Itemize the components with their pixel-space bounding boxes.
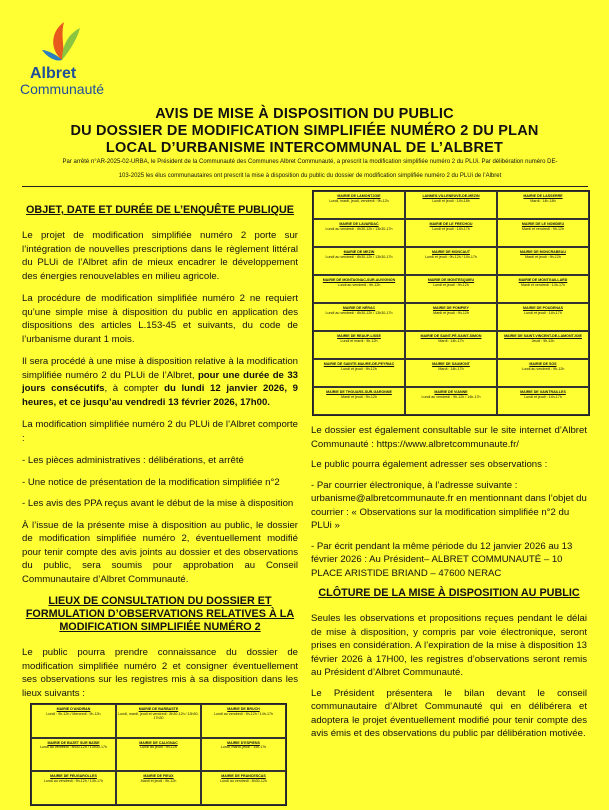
mairie-hours: Lundi et jeudi : 14h-18h [432,198,470,203]
mairie-name: MAIRIE DE THOUARS-SUR-GARONNE [326,390,392,394]
brand-name: Albret [30,65,77,82]
mairie-cell [497,191,589,219]
mairie-hours: Lundi au vendredi : 8h30-12h / 13h30-17h [325,310,393,315]
title-line-3: LOCAL D’URBANISME INTERCOMMUNAL DE L’ALBRET [105,140,504,156]
title-line-2: DU DOSSIER DE MODIFICATION SIMPLIFIÉE NUMÉRO 2 DU PLAN [70,123,539,139]
mairie-name: MAIRIE DE SAINT-PÉ-SAINT-SIMON [420,334,482,338]
mairie-name: MAIRIE DE MONCAUT [432,250,470,254]
mairie-hours: Mardi : 14h-17h [438,366,464,371]
brand-sub: Communauté [20,81,105,97]
mairie-cell [313,247,405,275]
paragraph-dates: Il sera procédé à une mise à disposition relative à la modification simplifiée numéro 2 du PLUi de l’Albret, pour une durée de 33 jours consécutifs, à compter du lundi 12 janvier 2026, 9 heures, et ce jusqu’au vendredi 13 février 2026, 17h00. [22,356,298,408]
title-line-1: AVIS DE MISE À DISPOSITION DU PUBLIC [155,106,454,122]
mairie-cell [313,387,405,415]
mairie-hours: Lundi au vendredi : 8h30-12h / 13h30-17h [325,254,393,259]
heading-lieux: LIEUX DE CONSULTATION DU DOSSIER ET FORMULATION D’OBSERVATIONS RELATIVES À LA MODIFICATION SIMPLIFIÉE NUMÉRO 2 [25,595,295,633]
mairie-cell [497,219,589,247]
paragraph: - Par courrier électronique, à l’adresse suivante : urbanisme@albretcommunaute.fr en mentionnant dans l’objet du courrier : « Observations sur la modification simplifiée n°2 du PLUi » [311,479,587,531]
mairie-hours: Lundi au vendredi : 8h30-12h [220,778,267,783]
mairie-cell [31,704,116,738]
mairie-table-top [312,190,590,416]
mairie-cell [313,303,405,331]
mairie-name: MAIRIE DE SAINT-VINCENT-DE-LAMONTJOIE [504,334,582,338]
mairie-name: MAIRIE DE POMPIEY [433,306,469,310]
intro-text: Par arrêté n°AR-2025-02-URBA, le Président de la Communauté des Communes Albret Communauté, a prescrit la modification simplifiée numéro 2 du PLUi. Par délibération numéro DE-103-2025 les élus communautaires ont prescrit la mise à disposition du public du dossier de modification simplifiée numéro 2 du PLUi de l’Albret [62,159,558,179]
mairie-name: MAIRIE DE LAVARDAC [339,222,379,226]
mairie-cell [313,275,405,303]
mairie-hours: Mardi et vendredi : 14h-17h [521,282,565,287]
mairie-name: MAIRIE DE MONCRABEAU [520,250,566,254]
mairie-hours: Mardi et jeudi : 9h-12h [341,394,377,399]
mairie-hours: Lundi et jeudi : 9h-12h [433,282,469,287]
mairie-hours: Mardi : 14h-18h [530,198,556,203]
heading-cloture: CLÔTURE DE LA MISE À DISPOSITION AU PUBLIC [318,587,580,599]
mairie-name: MAIRIE DE SAUMONT [432,362,470,366]
mairie-name: MAIRIE DE LE NOMDIEU [521,222,565,226]
mairie-cell [497,359,589,387]
mairie-name: MAIRIE DE FIEUX [143,774,174,779]
mairie-name: MAIRIE DE MONTGAILLARD [518,278,568,282]
mairie-name: MAIRIE DE REAUP-LISSE [337,334,381,338]
mairie-name: MAIRIE D’ANDIRAN [56,707,91,711]
mairie-name: MAIRIE DE BUZET SUR BAÏSE [47,740,100,745]
albret-logo [14,18,114,98]
mairie-cell [201,704,286,738]
paragraph: Le projet de modification simplifiée numéro 2 porte sur l’intégration de nouvelles prescriptions dans le règlement littéral du PLUi de l’Albret afin de mieux encadrer le développement des énergies renouvelables en milieu agricole. [22,230,298,282]
mairie-name: MAIRIE DE LE FRECHOU [429,222,473,226]
mairie-cell [497,247,589,275]
mairie-cell [201,738,286,772]
mairie-hours: Mardi et vendredi : 9h-12h [522,226,564,231]
leaf-icon [42,20,82,64]
mairie-name: MAIRIE DE CALIGNAC [139,740,178,745]
mairie-hours: Lundi au vendredi : 9h-12h / 14h-17h [44,778,103,783]
mairie-cell [497,331,589,359]
paragraph: Le Président présentera le bilan devant le conseil communautaire d’Albret Communauté qui en délibérera et adoptera le projet éventuellement modifié pour tenir compte des avis émis et des observations du public par délibération motivée. [311,687,587,739]
mairie-name: MAIRIE DE BRUCH [227,707,260,711]
mairie-cell [497,387,589,415]
mairie-name: MAIRIE D’ESPIENS [227,740,260,745]
mairie-hours: Lundi au vendredi : 9h-12h [521,366,565,371]
mairie-name: MAIRIE DE LASSERRE [523,194,563,198]
left-column [22,198,298,709]
mairie-hours: Lundi au vendredi : 8h30-12h / 13h30-17h [40,745,107,750]
mairie-cell [497,275,589,303]
paragraph: Le public pourra prendre connaissance du dossier de modification simplifiée numéro 2 et consigner éventuellement ses observations sur les registres mis à sa disposition dans les lieux suivants : [22,647,298,699]
mairie-name: MAIRIE DE FEUGAROLLES [50,774,97,779]
mairie-cell [405,191,497,219]
paragraph: Le public pourra également adresser ses observations : [311,459,548,470]
divider [22,186,588,187]
mairie-hours: Mardi et jeudi : 9h-12h [140,778,177,783]
mairie-hours: Lundi au vendredi : 9h-12h / 14h-17h [214,711,273,716]
paragraph: - Par écrit pendant la même période du 12 janvier 2026 au 13 février 2026 : Au Président– ALBRET COMMUNAUTÉ – 10 PLACE ARISTIDE BRIAND – 47600 NERAC [311,540,573,579]
mairie-hours: Lundi : 9h-12h / Mercredi : 9h-12h [46,711,101,716]
mairie-hours: Mardi : 14h-17h [438,338,464,343]
mairie-cell [116,771,201,805]
mairie-hours: Lundi et jeudi : 9h-12h [341,366,377,371]
mairie-name: MAIRIE DE BARBASTE [138,707,179,711]
mairie-cell [313,219,405,247]
mairie-cell [313,359,405,387]
mairie-hours: Mardi et jeudi : 9h-12h [433,310,469,315]
mairie-hours: Lundi au jeudi : 9h-12h [140,745,177,750]
mairie-name: MAIRIE DE NÉRAC [342,306,376,310]
mairie-hours: Lundi au vendredi : 9h-12h / 14h-17h [421,394,481,399]
mairie-hours: Lundi et jeudi : 14h-17h [524,394,562,399]
mairie-table-bottom [30,703,287,806]
mairie-cell [405,359,497,387]
mairie-hours: Lundi et mardi : 9h-12h [340,338,378,343]
mairie-name: MAIRIE DE SOS [529,362,557,366]
document-list [22,454,298,511]
mairie-cell [201,771,286,805]
mairie-hours: Lundi, mardi, jeudi, vendredi : 9h-12h [329,198,389,203]
mairie-hours: Lundi et jeudi : 14h-17h [524,310,562,315]
right-column [311,424,587,748]
mairie-cell [313,331,405,359]
paragraph: Seules les observations et propositions reçues pendant le délai de mise à disposition, y compris par voie électronique, seront prises en considération. A l’expiration de la mise à disposition 13 février 2026 à 17H00, les registres d’observations seront remis au Président d’Albret Communauté. [311,613,587,678]
heading-objet: OBJET, DATE ET DURÉE DE L’ENQUÊTE PUBLIQUE [26,204,294,216]
mairie-name: MAIRIE DE MEZIN [343,250,375,254]
mairie-cell [497,303,589,331]
mairie-hours: Lundi, mardi, jeudi et vendredi : 8h30-12h / 13h30-17h30 [118,711,199,720]
paragraph: La procédure de modification simplifiée numéro 2 ne requiert qu’une simple mise à disposition du public en application des dispositions des articles L.153-45 et suivants, du code de l’urbanisme durant 1 mois. [22,293,298,345]
list-item: - Une notice de présentation de la modification simplifiée n°2 [22,476,280,488]
paragraph: La modification simplifiée numéro 2 du PLUi de l’Albret comporte : [22,419,298,444]
mairie-cell [405,331,497,359]
mairie-cell [116,704,201,738]
mairie-name: MAIRIE DE LAMONTJOIE [337,194,381,198]
mairie-hours: Lundi au vendredi : 8h30-12h / 13h30-17h [325,226,393,231]
mairie-name: MAIRIE DE MONTESQUIEU [427,278,475,282]
page-title [0,106,609,157]
mairie-name: MAIRIE DE VIANNE [434,390,468,394]
list-item: - Les avis des PPA reçus avant le début de la mise à disposition [22,498,294,509]
list-item: - Les pièces administratives : délibérations, et arrêté [22,455,244,466]
paragraph: Le dossier est également consultable sur le site internet d’Albret Communauté : https://www.albretcommunaute.fr/ [311,425,587,450]
mairie-name: MAIRIE DE POUDENAS [523,306,563,310]
mairie-name: MAIRIE DE XAINTRAILLES [520,390,566,394]
paragraph: À l’issue de la présente mise à disposition au public, le dossier de modification simplifiée numéro 2, éventuellement modifié pour tenir compte des avis joints au dossier et des observations du public, sera soumis pour approbation au Conseil Communautaire d’Albret Communauté. [22,519,298,585]
mairie-name: LANNES-VILLENEUVE-DE-MEZIN [422,194,480,198]
mairie-hours: Jeudi : 9h-12h [531,338,555,343]
mairie-cell [405,275,497,303]
mairie-cell [313,191,405,219]
mairie-cell [405,387,497,415]
mairie-cell [405,247,497,275]
mairie-name: MAIRIE DE MONTAGNAC-SUR-AUVIGNON [322,278,396,282]
mairie-cell [31,771,116,805]
mairie-hours: Lundi et jeudi : 14h-17h [432,226,470,231]
mairie-cell [31,738,116,772]
mairie-hours: Mardi et jeudi : 9h-12h [525,254,561,259]
mairie-cell [405,219,497,247]
mairie-hours: Lundi et jeudi : 9h-12h / 14h-17h [425,254,477,259]
mairie-name: MAIRIE DE SAINTE-MAURE-DE-PEYRIAC [323,362,395,366]
mairie-name: MAIRIE DE FRANCESCAS [221,774,266,779]
mairie-hours: Lundi, mardi, jeudi : 14h-17h [220,745,267,750]
mairie-hours: Lundi au vendredi : 9h-12h [337,282,381,287]
mairie-cell [405,303,497,331]
mairie-cell [116,738,201,772]
